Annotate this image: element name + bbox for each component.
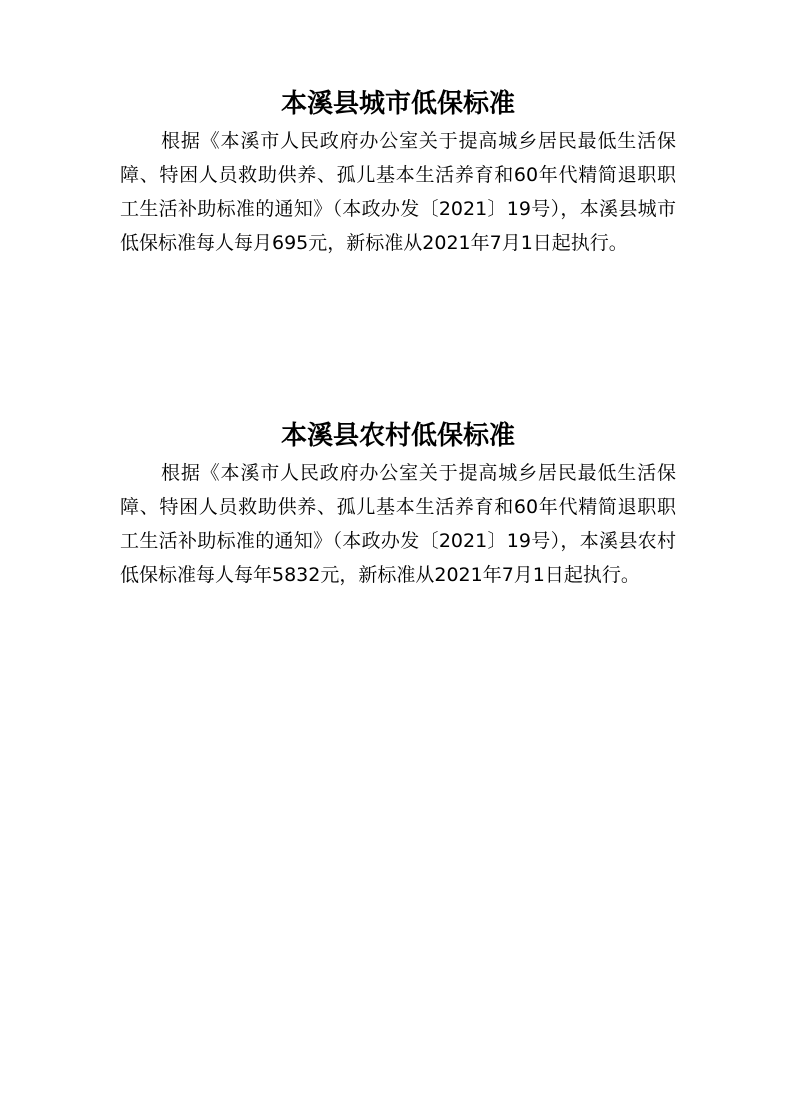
urban-minimum-living-standard-section xyxy=(120,84,676,260)
section-title: 本溪县农村低保标准 xyxy=(280,421,515,451)
section-paragraph: 根据《本溪市人民政府办公室关于提高城乡居民最低生活保障、特困人员救助供养、孤儿基本生活养育和60年代精简退职职工生活补助标准的通知》（本政办发〔2021〕19号），本溪县农村低保标准每人每年5832元，新标准从2021年7月1日起执行。 xyxy=(120,462,676,586)
rural-minimum-living-standard-section xyxy=(120,416,676,592)
section-title: 本溪县城市低保标准 xyxy=(280,89,515,119)
section-paragraph: 根据《本溪市人民政府办公室关于提高城乡居民最低生活保障、特困人员救助供养、孤儿基本生活养育和60年代精简退职职工生活补助标准的通知》（本政办发〔2021〕19号），本溪县城市低保标准每人每月695元，新标准从2021年7月1日起执行。 xyxy=(120,130,676,254)
